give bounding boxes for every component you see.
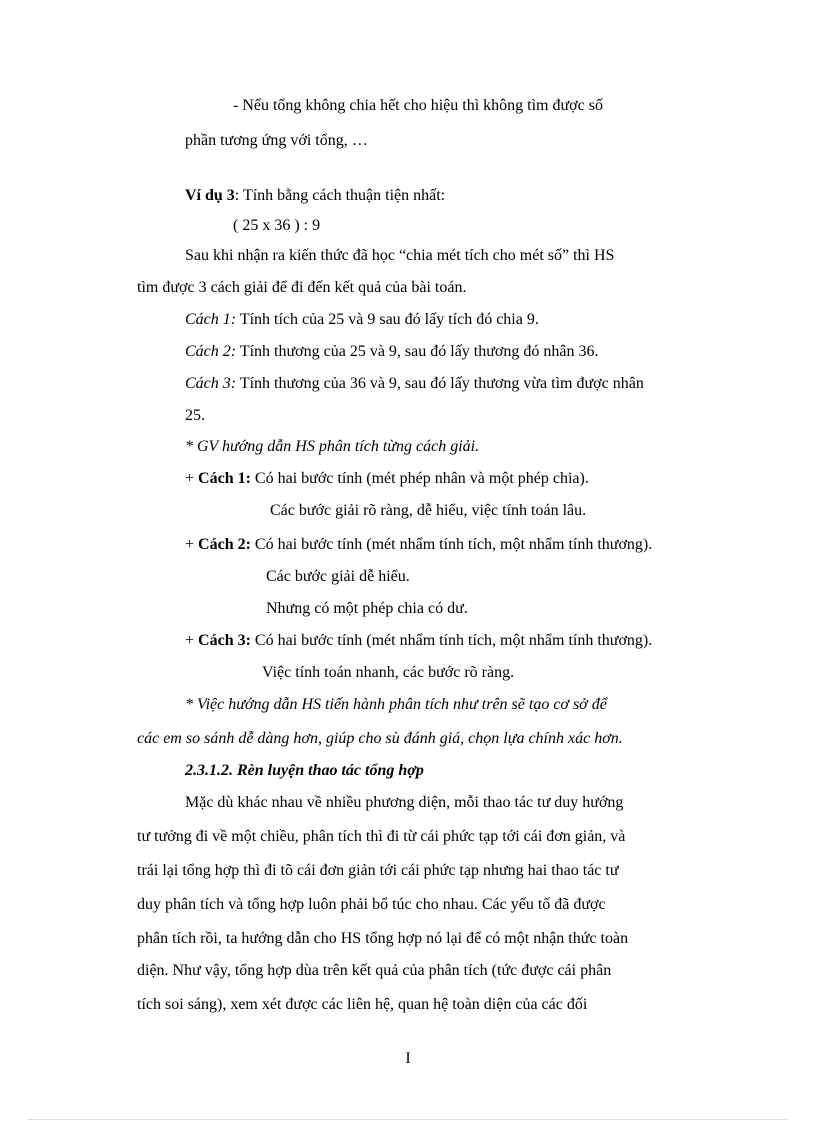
- expression: ( 25 x 36 ) : 9: [233, 217, 321, 234]
- paragraph-line: phân tích rồi, ta hướng dẫn cho HS tổng hợp nó lại để có một nhận thức toàn: [137, 930, 629, 947]
- text-line: phần tương ứng với tổng, …: [185, 132, 368, 149]
- analysis-method-1: + Cách 1: Có hai bước tính (mét phép nhân và một phép chia).: [185, 470, 589, 487]
- page-number: I: [405, 1050, 411, 1067]
- method-1-line: Cách 1: Tính tích của 25 và 9 sau đó lấy tích đó chia 9.: [185, 311, 539, 328]
- paragraph-line: Mặc dù khác nhau về nhiều phương diện, mỗi thao tác tư duy hướng: [185, 794, 624, 811]
- teacher-note: * GV hướng dẫn HS phân tích từng cách giải.: [185, 438, 480, 455]
- paragraph-line: trái lại tổng hợp thì đi tõ cái đơn giản tới cái phức tạp nhưng hai thao tác tư: [137, 862, 619, 879]
- text-line: tìm được 3 cách giải để đi đến kết quả của bài toán.: [137, 279, 467, 296]
- paragraph-line: tư tưởng đi về một chiều, phân tích thì đi từ cái phức tạp tới cái đơn giản, và: [137, 828, 626, 845]
- analysis-method-2: + Cách 2: Có hai bước tính (mét nhẩm tính tích, một nhẩm tính thương).: [185, 536, 653, 553]
- method-2-line: Cách 2: Tính thương của 25 và 9, sau đó lấy thương đó nhân 36.: [185, 343, 599, 360]
- paragraph-line: duy phân tích và tổng hợp luôn phải bổ túc cho nhau. Các yếu tố đã được: [137, 896, 606, 913]
- page-border: [28, 1119, 788, 1120]
- conclusion-note: * Việc hướng dẫn HS tiến hành phân tích như trên sẽ tạo cơ sở để: [185, 696, 607, 713]
- paragraph-line: tích soi sáng), xem xét được các liên hệ, quan hệ toàn diện của các đối: [137, 996, 588, 1013]
- conclusion-note: các em so sánh dễ dàng hơn, giúp cho sù đánh giá, chọn lựa chính xác hơn.: [137, 730, 623, 747]
- example-3-line: Ví dụ 3: Tính bằng cách thuận tiện nhất:: [185, 187, 446, 204]
- text-line: Nhưng có một phép chia có dư.: [266, 600, 468, 617]
- text-line: Các bước giải rõ ràng, dễ hiểu, việc tính toán lâu.: [270, 502, 587, 519]
- text-line: Sau khi nhận ra kiến thức đã học “chia mét tích cho mét số” thì HS: [185, 247, 615, 264]
- text-line: Các bước giải dễ hiểu.: [266, 568, 410, 585]
- text-line: 25.: [185, 407, 205, 424]
- method-3-line: Cách 3: Tính thương của 36 và 9, sau đó lấy thương vừa tìm được nhân: [185, 375, 644, 392]
- text-line: Việc tính toán nhanh, các bước rõ ràng.: [262, 664, 515, 681]
- paragraph-line: diện. Như vậy, tổng hợp dùa trên kết quả của phân tích (tức được cái phân: [137, 962, 612, 979]
- section-heading: 2.3.1.2. Rèn luyện thao tác tổng hợp: [185, 762, 424, 779]
- analysis-method-3: + Cách 3: Có hai bước tính (mét nhẩm tính tích, một nhẩm tính thương).: [185, 632, 653, 649]
- text-line: - Nếu tổng không chia hết cho hiệu thì không tìm được số: [233, 97, 603, 114]
